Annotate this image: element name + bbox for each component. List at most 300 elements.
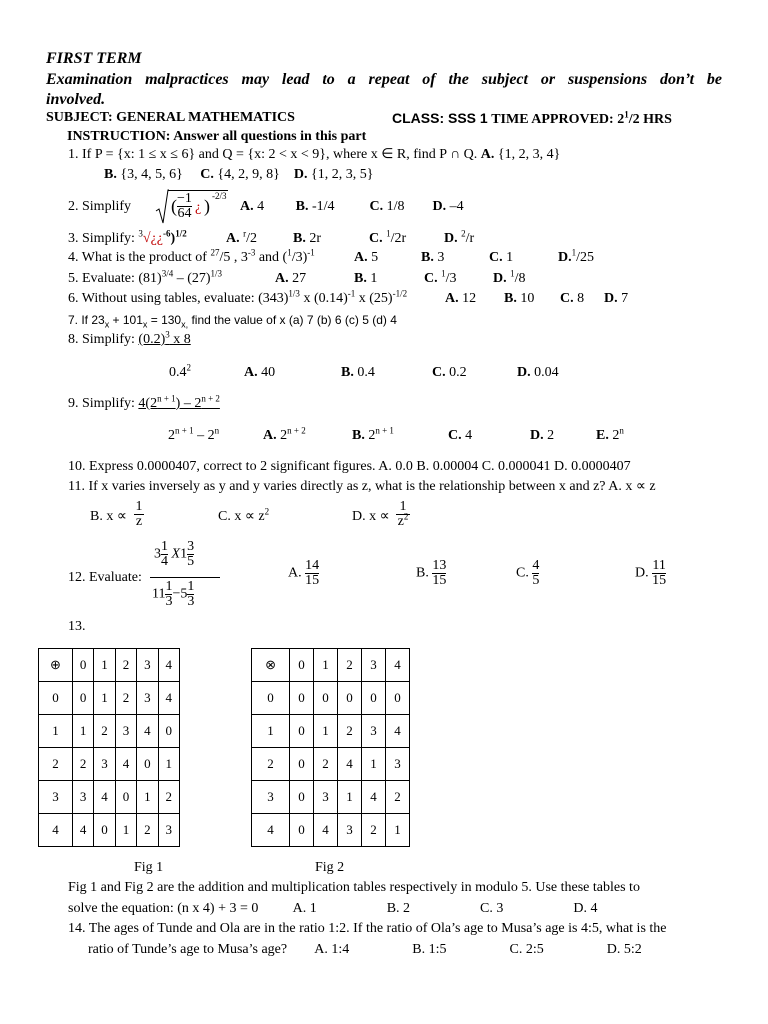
- table-cell: 3: [137, 682, 158, 715]
- q7-p4: find the value of x (a) 7 (b) 6 (c) 5 (d) 4: [188, 313, 397, 327]
- question-13-line2: solve the equation: (n x 4) + 3 = 0 A. 1 B. 2 C. 3 D. 4: [68, 901, 598, 916]
- table-cell: 1: [72, 715, 93, 748]
- table-cell: 1: [94, 682, 115, 715]
- table-cell: 4: [39, 814, 73, 847]
- q5-option-b: 1: [366, 271, 378, 286]
- time-sup: 1: [624, 109, 629, 120]
- table-cell: 2: [72, 748, 93, 781]
- q12-option-c: [516, 559, 539, 595]
- q8-num-rest: x 8: [169, 332, 191, 347]
- table-cell: 0: [72, 649, 93, 682]
- exam-term-title: FIRST TERM: [46, 50, 142, 67]
- table-cell: 3: [362, 715, 386, 748]
- table-cell: 3: [72, 781, 93, 814]
- q12-c-num: 4: [532, 558, 540, 573]
- q4-option-c-wrap: [489, 250, 513, 266]
- q2-option-d-label: D.: [432, 199, 447, 214]
- q5-option-d-label: D.: [493, 271, 507, 286]
- table-cell: 0: [338, 682, 362, 715]
- table-row: [252, 715, 410, 748]
- q7-s1: x: [104, 319, 110, 330]
- q11-b-den: z: [135, 514, 143, 529]
- q12-d-frac: [652, 559, 666, 588]
- q5-option-a: 27: [288, 271, 307, 286]
- q12-t1w: 3: [154, 546, 161, 562]
- table-row: [252, 781, 410, 814]
- q3-text: 3. Simplify:: [68, 231, 139, 246]
- table-row: [252, 814, 410, 847]
- q5-e2: 1/3: [210, 268, 223, 279]
- q5-option-b-wrap: [354, 271, 377, 287]
- q9-numerator: [138, 393, 220, 411]
- question-13-number: 13.: [68, 619, 86, 634]
- q12-option-d-label: D.: [635, 565, 649, 581]
- q12-a-den: 15: [305, 573, 320, 588]
- q2-glyph: ¿: [195, 200, 202, 215]
- q1-option-c-label: C.: [200, 167, 214, 182]
- question-11-stem: 11. If x varies inversely as y and y varies directly as z, what is the relationship between x and z? A. x ∝ z: [68, 479, 656, 494]
- q9-option-e-label: E.: [596, 428, 609, 443]
- table-row: [252, 748, 410, 781]
- q2-denominator: 64: [177, 206, 192, 221]
- q6-option-a: 12: [458, 291, 477, 306]
- table-cell: 2: [386, 781, 410, 814]
- q4-s3: 1: [287, 247, 292, 258]
- q12-times: X: [171, 546, 181, 562]
- q2-option-c: 1/8: [383, 199, 405, 214]
- q11-option-b-frac: [134, 500, 144, 529]
- open-paren: (: [171, 196, 177, 216]
- q9-den-a: 2: [168, 428, 175, 443]
- q9-option-c-wrap: [448, 428, 472, 444]
- table-cell: 0: [314, 682, 338, 715]
- q12-d-den: 15: [652, 573, 667, 588]
- q3-option-b-label: B.: [293, 231, 306, 246]
- q8-option-b: 0.4: [353, 365, 375, 380]
- q9-option-a: 2: [276, 428, 288, 443]
- q12-a-num: 14: [305, 558, 320, 573]
- q12-b-den: 15: [432, 573, 447, 588]
- q4-s2r: and (: [255, 250, 288, 265]
- q6-option-c: 8: [573, 291, 585, 306]
- question-14-line1: 14. The ages of Tunde and Ola are in the ratio 1:2. If the ratio of Ola’s age to Musa’s age is 4:5, what is the: [68, 921, 667, 936]
- q4-s1: 27: [210, 247, 220, 258]
- q7-s2: x: [142, 319, 148, 330]
- q9-num-a: 4(2: [138, 396, 158, 411]
- table-cell: 4: [338, 748, 362, 781]
- q2-option-c-label: C.: [369, 199, 384, 214]
- q5-e1: 3/4: [161, 268, 174, 279]
- q8-denominator: [169, 362, 191, 381]
- q4-option-c: 1: [502, 250, 514, 265]
- q6-e1: 1/3: [288, 288, 300, 299]
- table-cell: 0: [290, 649, 314, 682]
- table-cell: 0: [137, 748, 158, 781]
- exam-warning: Examination malpractices may lead to a repeat of the subject or suspensions don’t be: [46, 71, 722, 88]
- q12-top: [154, 540, 194, 569]
- q9-option-a-wrap: [263, 425, 306, 444]
- q9-option-c-label: C.: [448, 428, 462, 443]
- table-cell: 0: [158, 715, 179, 748]
- radical-sign-icon: [155, 189, 169, 225]
- q8-option-d: 0.04: [530, 365, 559, 380]
- q3-glyphs: √¿¿: [142, 231, 164, 246]
- table-cell: 0: [386, 682, 410, 715]
- question-10: 10. Express 0.0000407, correct to 2 significant figures. A. 0.0 B. 0.00004 C. 0.000041 D. 0.0000407: [68, 459, 631, 474]
- table-cell: 3: [252, 781, 290, 814]
- question-4: [68, 247, 315, 266]
- q7-s3: x,: [181, 319, 189, 330]
- q11-option-c-sup: 2: [264, 506, 270, 517]
- q5-mid: – (27): [173, 271, 211, 286]
- q4-option-b-wrap: [421, 250, 444, 266]
- q6-e3: -1/2: [392, 288, 408, 299]
- question-14-line2: ratio of Tunde’s age to Musa’s age? A. 1:4 B. 1:5 C. 2:5 D. 5:2: [88, 942, 642, 957]
- q12-option-a: [288, 559, 319, 595]
- question-2-options: [240, 199, 464, 215]
- table-cell: 2: [137, 814, 158, 847]
- table-row: [39, 781, 180, 814]
- times-operator-icon: ⊗: [252, 649, 290, 682]
- q3-option-a-rest: /2: [246, 231, 258, 246]
- fig2-caption: Fig 2: [315, 860, 345, 875]
- q9-option-b: 2: [364, 428, 376, 443]
- q6-option-d-wrap: [604, 291, 628, 307]
- table-cell: 4: [72, 814, 93, 847]
- table-cell: 0: [39, 682, 73, 715]
- q7-p3: = 130: [147, 313, 182, 327]
- q7-p1: 7. If 23: [68, 313, 105, 327]
- subject-line: SUBJECT: GENERAL MATHEMATICS: [46, 110, 295, 125]
- table-cell: 0: [252, 682, 290, 715]
- table-cell: 0: [290, 814, 314, 847]
- q9-option-a-label: A.: [263, 428, 277, 443]
- q9-option-b-sup: n + 1: [375, 425, 394, 436]
- table-cell: 3: [314, 781, 338, 814]
- q11-option-d-frac: [396, 500, 410, 529]
- q8-option-c: 0.2: [445, 365, 467, 380]
- q12-option-b: [416, 559, 446, 595]
- q4-text: 4. What is the product of: [68, 250, 211, 265]
- table-cell: 3: [115, 715, 136, 748]
- question-8-stem: [68, 329, 191, 348]
- table-row: [39, 682, 180, 715]
- q5-option-c-wrap: [424, 268, 457, 287]
- q9-den-b-sup: n: [214, 425, 220, 436]
- table-cell: 2: [39, 748, 73, 781]
- q9-option-c: 4: [461, 428, 473, 443]
- q4-option-d-label: D.: [558, 250, 572, 265]
- q9-option-e: 2: [608, 428, 620, 443]
- table-cell: 4: [115, 748, 136, 781]
- q5-option-b-label: B.: [354, 271, 367, 286]
- table-cell: 1: [362, 748, 386, 781]
- q12-b-frac: [432, 559, 446, 588]
- q4-s2: -3: [247, 247, 256, 258]
- q1-text: 1. If P = {x: 1 ≤ x ≤ 6} and Q = {x: 2 < x < 9}, where x ∈ R, find P ∩ Q.: [68, 147, 478, 162]
- q4-option-b-label: B.: [421, 250, 434, 265]
- q1-option-d: {1, 2, 3, 5}: [307, 167, 374, 182]
- q8-option-a-label: A.: [244, 365, 258, 380]
- table-row: [39, 649, 180, 682]
- q4-s4: -1: [307, 247, 315, 258]
- table-cell: 4: [362, 781, 386, 814]
- q12-c-frac: [532, 559, 539, 588]
- question-6: [68, 288, 408, 307]
- q12-c-den: 5: [532, 573, 540, 588]
- q4-option-c-label: C.: [489, 250, 503, 265]
- table-cell: 1: [158, 748, 179, 781]
- table-cell: 1: [252, 715, 290, 748]
- q5-option-d-sup: 1: [510, 268, 515, 279]
- table-cell: 2: [158, 781, 179, 814]
- table-cell: 4: [386, 649, 410, 682]
- q6-option-a-label: A.: [445, 291, 459, 306]
- fig1-addition-table: [38, 648, 180, 847]
- q9-num-b-sup: n + 2: [201, 393, 220, 404]
- q1-option-c: {4, 2, 9, 8}: [213, 167, 280, 182]
- q6-text: 6. Without using tables, evaluate: (343): [68, 291, 289, 306]
- q12-b2w: 5: [180, 586, 188, 602]
- table-cell: 3: [158, 814, 179, 847]
- question-12-stem: 12. Evaluate:: [68, 570, 142, 585]
- q1-option-b-label: B.: [104, 167, 117, 182]
- q9-den-a-sup: n + 1: [175, 425, 194, 436]
- table-cell: 4: [386, 715, 410, 748]
- q2-option-d: –4: [446, 199, 464, 214]
- q3-option-b: 2r: [305, 231, 322, 246]
- q5-option-c-label: C.: [424, 271, 438, 286]
- q4-option-d-sup: 1: [571, 247, 577, 258]
- question-1-options: [104, 167, 373, 183]
- q12-option-a-label: A.: [288, 565, 302, 581]
- q6-option-b: 10: [516, 291, 535, 306]
- q4-option-a: 5: [367, 250, 379, 265]
- q11-d-den: [396, 511, 410, 529]
- q8-numerator: [138, 329, 191, 347]
- q12-minus: −: [172, 586, 181, 602]
- q6-e2: -1: [347, 288, 356, 299]
- table-row: [39, 748, 180, 781]
- q2-option-a-label: A.: [240, 199, 254, 214]
- table-cell: 2: [362, 814, 386, 847]
- question-2-stem: 2. Simplify: [68, 199, 132, 214]
- q9-option-e-sup: n: [619, 425, 624, 436]
- q12-b-num: 13: [432, 558, 447, 573]
- table-cell: 4: [94, 781, 115, 814]
- q12-t2d: 5: [187, 554, 195, 569]
- table-cell: 3: [137, 649, 158, 682]
- instruction: INSTRUCTION: Answer all questions in this part: [67, 129, 367, 144]
- q12-option-b-label: B.: [416, 565, 429, 581]
- question-5: [68, 268, 223, 287]
- q6-option-b-wrap: [504, 291, 534, 307]
- q4-option-d-rest: /25: [576, 250, 595, 265]
- table-cell: 0: [115, 781, 136, 814]
- q8-option-b-wrap: [341, 365, 375, 381]
- q12-t2w: 1: [180, 546, 188, 562]
- question-3: [68, 228, 187, 247]
- table-cell: 4: [252, 814, 290, 847]
- q5-option-c-rest: /3: [445, 271, 457, 286]
- q6-option-d-label: D.: [604, 291, 618, 306]
- q9-option-b-wrap: [352, 425, 394, 444]
- q6-option-c-label: C.: [560, 291, 574, 306]
- q11-option-c: [218, 506, 270, 525]
- table-row: [252, 649, 410, 682]
- q12-b1d: 3: [165, 594, 173, 609]
- q12-a-frac: [305, 559, 319, 588]
- q12-b2d: 3: [187, 594, 195, 609]
- table-cell: 3: [386, 748, 410, 781]
- table-cell: 2: [94, 715, 115, 748]
- q3-root-index: 3: [138, 228, 143, 239]
- q12-t2-frac: [187, 540, 194, 569]
- question-13-line1: Fig 1 and Fig 2 are the addition and multiplication tables respectively in modulo 5. Use these tables to: [68, 880, 640, 895]
- table-cell: 0: [72, 682, 93, 715]
- q1-option-a: {1, 2, 3, 4}: [494, 147, 561, 162]
- q4-option-b: 3: [433, 250, 445, 265]
- q3-tail: ): [170, 231, 176, 246]
- q1-option-d-label: D.: [293, 167, 308, 182]
- table-cell: 2: [314, 748, 338, 781]
- table-cell: 4: [137, 715, 158, 748]
- q9-den-b: – 2: [193, 428, 215, 443]
- q11-option-c-text: C. x ∝ z: [218, 509, 265, 524]
- table-cell: 3: [362, 649, 386, 682]
- q4-option-a-wrap: [354, 250, 378, 266]
- q9-option-a-sup: n + 2: [287, 425, 306, 436]
- table-cell: 1: [386, 814, 410, 847]
- q4-option-a-label: A.: [354, 250, 368, 265]
- table-cell: 0: [362, 682, 386, 715]
- table-cell: 0: [94, 814, 115, 847]
- q12-option-d: [635, 559, 666, 595]
- plus-operator-icon: ⊕: [39, 649, 73, 682]
- question-9-stem: [68, 393, 220, 412]
- q9-option-e-wrap: [596, 425, 624, 444]
- table-cell: 4: [158, 649, 179, 682]
- q3-exp1: -6: [163, 228, 171, 239]
- q8-option-b-label: B.: [341, 365, 354, 380]
- q3-option-c-sup: 1: [386, 228, 391, 239]
- q12-b2-frac: [187, 580, 194, 609]
- close-paren: ): [204, 196, 210, 216]
- q9-option-d-wrap: [530, 428, 554, 444]
- q9-denominator: [168, 425, 220, 444]
- table-cell: 3: [94, 748, 115, 781]
- table-cell: 1: [39, 715, 73, 748]
- q3-option-c-wrap: [369, 228, 407, 247]
- q6-m2: x (25): [355, 291, 393, 306]
- q6-option-d: 7: [617, 291, 629, 306]
- table-cell: 0: [290, 748, 314, 781]
- q8-option-c-wrap: [432, 365, 467, 381]
- q12-t2n: 3: [187, 539, 195, 554]
- q9-text: 9. Simplify:: [68, 396, 139, 411]
- table-cell: 3: [338, 814, 362, 847]
- q6-m1: x (0.14): [299, 291, 348, 306]
- q11-d-den-base: z: [397, 514, 404, 529]
- q3-option-c-label: C.: [369, 231, 383, 246]
- q3-option-b-wrap: [293, 231, 321, 247]
- table-row: [252, 682, 410, 715]
- q11-b-num: 1: [135, 499, 143, 514]
- q5-text: 5. Evaluate: (81): [68, 271, 162, 286]
- q5-option-a-wrap: [275, 271, 306, 287]
- q8-den-sup: 2: [186, 362, 191, 373]
- q11-d-num: 1: [399, 499, 407, 514]
- q3-option-c-rest: /2r: [390, 231, 407, 246]
- q12-b1w: 11: [152, 586, 166, 602]
- table-cell: 1: [314, 649, 338, 682]
- question-1-stem: [68, 147, 560, 163]
- time-rest: /2 HRS: [628, 112, 672, 127]
- table-cell: 0: [290, 781, 314, 814]
- exam-warning-continued: involved.: [46, 91, 106, 108]
- time-label: TIME APPROVED: 2: [491, 112, 625, 127]
- table-cell: 2: [252, 748, 290, 781]
- q8-num-sup: 3: [165, 329, 170, 340]
- q12-t1-frac: [161, 540, 168, 569]
- q1-option-a-label: A.: [480, 147, 495, 162]
- q9-num-b: ) – 2: [175, 396, 202, 411]
- q3-exp2: 1/2: [175, 228, 187, 239]
- q6-option-a-wrap: [445, 291, 476, 307]
- q3-option-a-sup: r: [243, 228, 247, 239]
- q3-option-d-wrap: [444, 228, 475, 247]
- table-cell: 0: [290, 682, 314, 715]
- q2-numerator: −1: [177, 191, 192, 206]
- table-cell: 1: [137, 781, 158, 814]
- q8-option-a: 40: [257, 365, 276, 380]
- q12-t1n: 1: [161, 539, 168, 554]
- q3-option-d-sup: 2: [461, 228, 466, 239]
- q12-t1d: 4: [161, 554, 168, 569]
- q12-expression: [150, 540, 220, 615]
- q12-b2n: 1: [187, 579, 195, 594]
- q2-option-b: -1/4: [308, 199, 335, 214]
- q5-option-d-rest: /8: [514, 271, 526, 286]
- q12-d-num: 11: [652, 558, 666, 573]
- q3-option-d-rest: /r: [465, 231, 475, 246]
- table-cell: 1: [314, 715, 338, 748]
- q8-num-base: (0.2): [138, 332, 166, 347]
- class-time-line: [392, 110, 672, 128]
- q5-option-a-label: A.: [275, 271, 289, 286]
- q8-option-c-label: C.: [432, 365, 446, 380]
- table-cell: 3: [39, 781, 73, 814]
- q8-option-a-wrap: [244, 365, 275, 381]
- question-3-options: [226, 228, 258, 247]
- fig1-caption: Fig 1: [134, 860, 164, 875]
- table-row: [39, 814, 180, 847]
- q9-num-a-sup: n + 1: [157, 393, 176, 404]
- q8-den-base: 0.4: [169, 365, 187, 380]
- q4-s1r: /5 , 3: [219, 250, 248, 265]
- class-label: CLASS: SSS 1: [392, 110, 488, 126]
- q11-d-den-sup: 2: [403, 511, 409, 522]
- q9-option-b-label: B.: [352, 428, 365, 443]
- table-cell: 4: [314, 814, 338, 847]
- q2-option-a: 4: [253, 199, 265, 214]
- q5-option-d-wrap: [493, 268, 526, 287]
- table-cell: 2: [115, 682, 136, 715]
- q12-b1n: 1: [165, 579, 173, 594]
- table-cell: 1: [338, 781, 362, 814]
- q1-option-b: {3, 4, 5, 6}: [116, 167, 183, 182]
- q2-option-b-label: B.: [295, 199, 309, 214]
